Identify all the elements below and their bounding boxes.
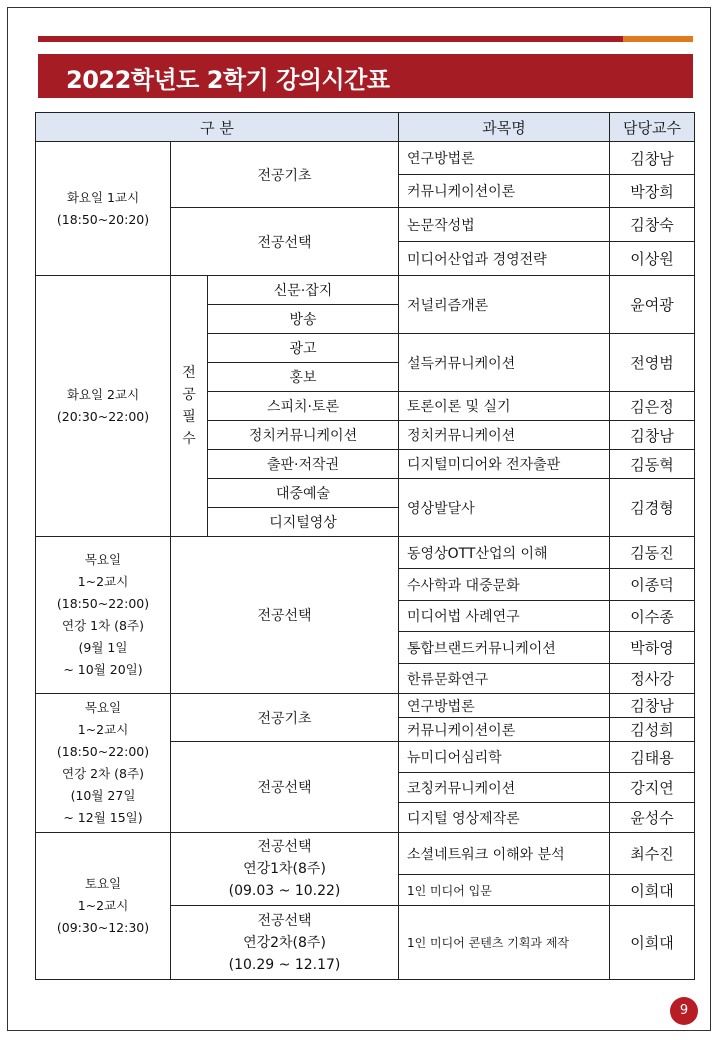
time-sat [36,833,171,980]
professor-cell: 김창남 [610,142,695,175]
professor-cell: 김동진 [610,537,695,569]
top-bar-accent [623,36,693,42]
track-cell: 정치커뮤니케이션 [208,421,399,450]
subject-cell: 수사학과 대중문화 [399,569,610,601]
group-cell: 전공선택 [171,742,399,833]
time-line: (18:50~22:00) [56,596,150,611]
header-professor: 담당교수 [610,113,695,142]
track-cell: 출판·저작권 [208,450,399,479]
subject-cell: 디지털미디어와 전자출판 [399,450,610,479]
vertical-char: 전 [182,365,196,381]
group-cell: 전공기초 [171,142,399,208]
subject-cell: 연구방법론 [399,694,610,718]
group-cell: 전공선택 [171,537,399,694]
track-cell: 홍보 [208,363,399,392]
group-line: 연강2차(8주) [243,934,326,951]
timetable [35,112,695,980]
professor-cell: 김성희 [610,718,695,742]
time-label: 화요일 1교시 [66,189,140,205]
subject-cell: 뉴미디어심리학 [399,742,610,773]
time-tue1 [36,142,171,276]
major-required-label [171,276,208,537]
professor-cell: 정사강 [610,664,695,694]
professor-cell: 박장희 [610,175,695,208]
time-line: ~ 10월 20일) [63,662,143,677]
time-line: (09:30~12:30) [56,920,150,935]
subject-cell: 통합브랜드커뮤니케이션 [399,632,610,664]
time-line: 연강 1차 (8주) [62,618,144,633]
professor-cell: 윤여광 [610,276,695,334]
page-title: 2022학년도 2학기 강의시간표 [66,66,390,94]
subject-cell: 1인 미디어 입문 [399,875,610,906]
vertical-char: 공 [182,387,196,403]
professor-cell: 김태용 [610,742,695,773]
subject-cell: 동영상OTT산업의 이해 [399,537,610,569]
time-tue2 [36,276,171,537]
group-line: 전공선택 [257,839,312,855]
track-cell: 스피치·토론 [208,392,399,421]
page-number: 9 [670,997,698,1025]
track-cell: 방송 [208,305,399,334]
title-banner [38,54,693,98]
header-category: 구 분 [36,113,399,142]
group-line: 전공선택 [257,912,312,929]
time-line: (18:50~22:00) [56,744,150,759]
time-line: (9월 1일 [78,640,128,655]
time-line: 1~2교시 [77,574,129,589]
group-line: 연강1차(8주) [243,861,326,877]
professor-cell: 이수종 [610,601,695,632]
subject-cell: 미디어법 사례연구 [399,601,610,632]
track-cell: 디지털영상 [208,508,399,537]
track-cell: 광고 [208,334,399,363]
time-label: 화요일 2교시 [66,387,140,402]
subject-cell: 토론이론 및 실기 [399,392,610,421]
time-line: 토요일 [84,876,122,891]
professor-cell: 최수진 [610,833,695,875]
time-line: 연강 2차 (8주) [62,766,144,781]
table-row [36,142,695,175]
group-cell [171,906,399,980]
time-line: 1~2교시 [77,722,129,737]
subject-cell: 미디어산업과 경영전략 [399,242,610,276]
subject-cell: 한류문화연구 [399,664,610,694]
subject-cell: 커뮤니케이션이론 [399,175,610,208]
group-cell: 전공기초 [171,694,399,742]
track-cell: 대중예술 [208,479,399,508]
professor-cell: 이희대 [610,875,695,906]
header-row [36,113,695,142]
time-hours: (20:30~22:00) [56,409,150,424]
professor-cell: 이종덕 [610,569,695,601]
vertical-char: 필 [182,409,196,425]
subject-cell: 연구방법론 [399,142,610,175]
time-line: ~ 12월 15일) [63,810,143,825]
group-line: (09.03 ~ 10.22) [228,883,341,899]
subject-cell: 영상발달사 [399,479,610,537]
subject-cell: 설득커뮤니케이션 [399,334,610,392]
table-row [36,694,695,718]
header-subject: 과목명 [399,113,610,142]
vertical-char: 수 [182,431,196,447]
subject-cell: 커뮤니케이션이론 [399,718,610,742]
professor-cell: 김창숙 [610,208,695,242]
subject-cell: 디지털 영상제작론 [399,803,610,833]
time-line: 목요일 [84,700,122,715]
professor-cell: 박하영 [610,632,695,664]
professor-cell: 윤성수 [610,803,695,833]
professor-cell: 김경형 [610,479,695,537]
table-row [36,276,695,305]
time-thu2 [36,694,171,833]
table-row [36,833,695,875]
time-thu1 [36,537,171,694]
top-bar [38,36,623,42]
subject-cell: 코칭커뮤니케이션 [399,773,610,803]
professor-cell: 김은정 [610,392,695,421]
group-line: (10.29 ~ 12.17) [228,956,341,973]
subject-cell: 저널리즘개론 [399,276,610,334]
track-cell: 신문·잡지 [208,276,399,305]
professor-cell: 이희대 [610,906,695,980]
group-cell [171,833,399,906]
professor-cell: 이상원 [610,242,695,276]
professor-cell: 강지연 [610,773,695,803]
subject-cell: 정치커뮤니케이션 [399,421,610,450]
table-row [36,537,695,569]
time-hours: (18:50~20:20) [56,211,150,227]
group-cell: 전공선택 [171,208,399,276]
professor-cell: 김창남 [610,421,695,450]
subject-cell: 논문작성법 [399,208,610,242]
time-line: 목요일 [84,552,122,567]
time-line: 1~2교시 [77,898,129,913]
subject-cell: 1인 미디어 콘텐츠 기획과 제작 [399,906,610,980]
professor-cell: 김창남 [610,694,695,718]
time-line: (10월 27일 [70,788,136,803]
professor-cell: 전영범 [610,334,695,392]
professor-cell: 김동혁 [610,450,695,479]
subject-cell: 소셜네트워크 이해와 분석 [399,833,610,875]
